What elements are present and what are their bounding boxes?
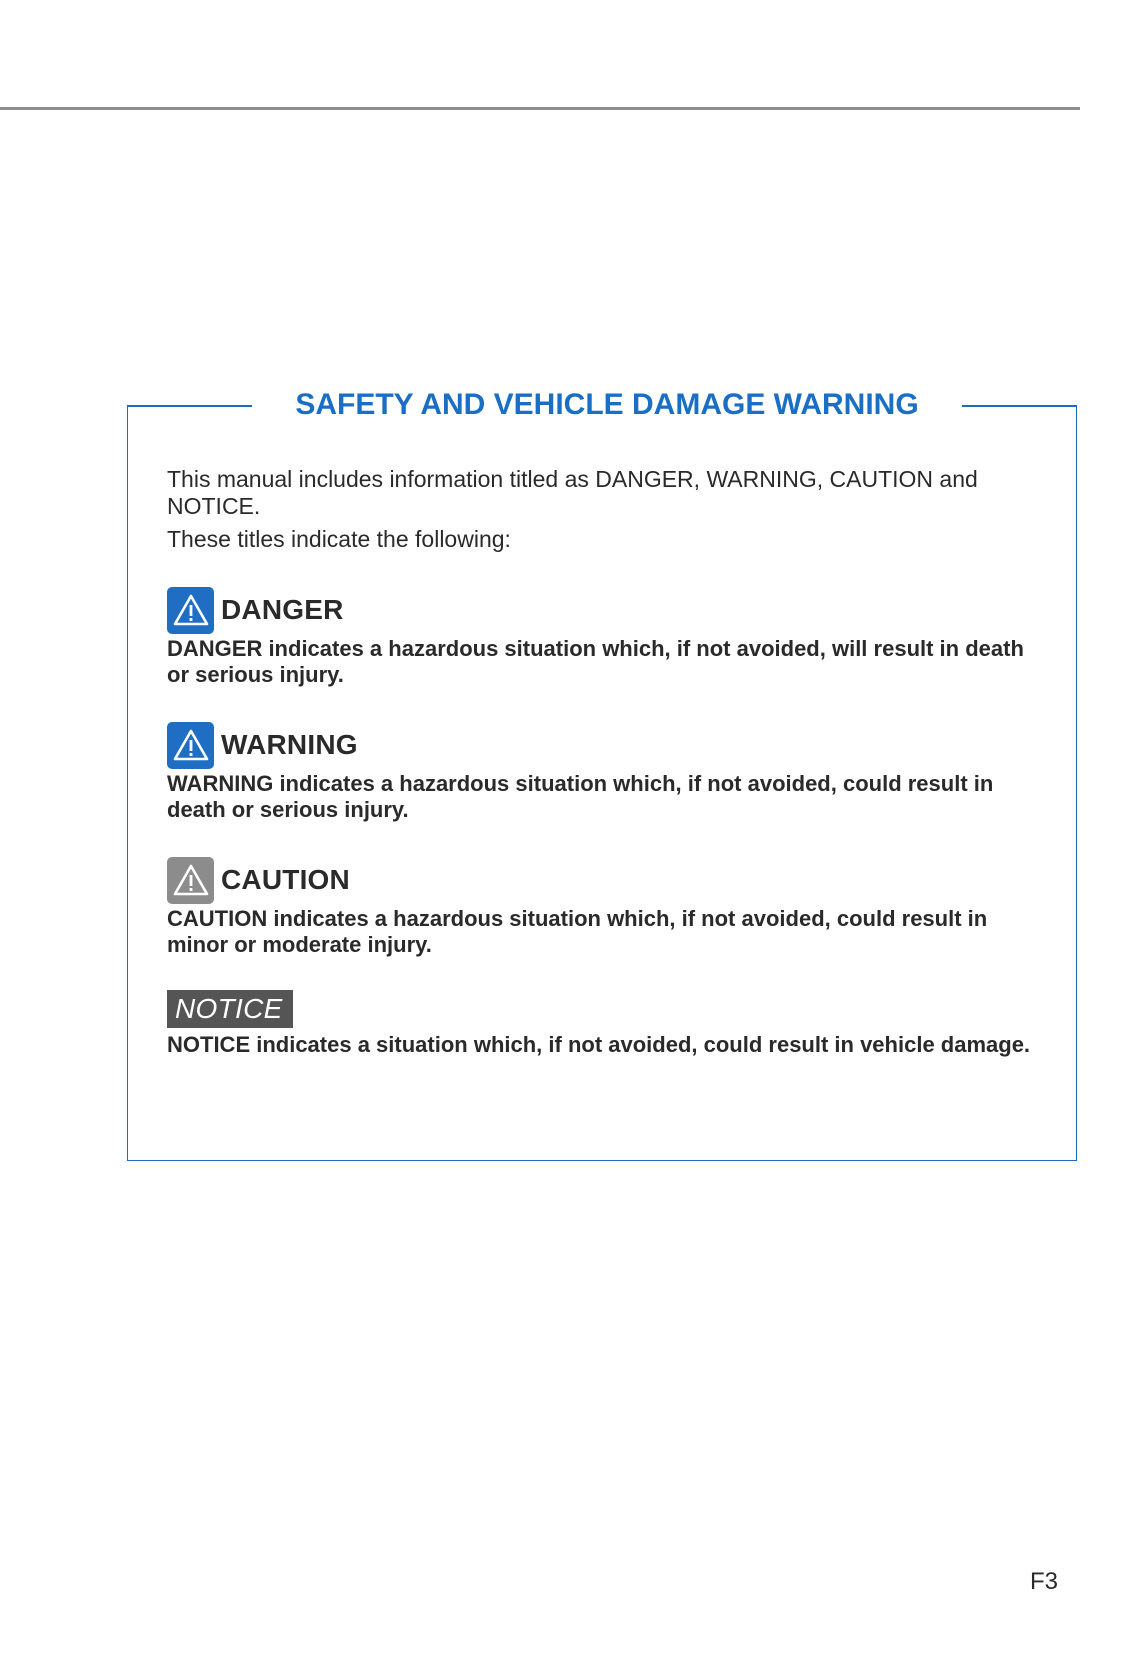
page-title: SAFETY AND VEHICLE DAMAGE WARNING bbox=[295, 388, 919, 421]
intro-line-1: This manual includes information titled as DANGER, WARNING, CAUTION and NOTICE. bbox=[167, 466, 978, 519]
intro-text bbox=[167, 466, 1047, 553]
warning-triangle-icon bbox=[167, 587, 214, 634]
notice-section bbox=[167, 990, 1047, 1058]
caution-title: CAUTION bbox=[221, 864, 350, 895]
box-top-border-right bbox=[962, 405, 1077, 407]
notice-description: NOTICE indicates a situation which, if not avoided, could result in vehicle damage. bbox=[167, 1032, 1031, 1057]
warning-triangle-icon bbox=[167, 857, 214, 904]
warning-title: WARNING bbox=[221, 729, 358, 760]
warning-description: WARNING indicates a hazardous situation which, if not avoided, could result in death or serious injury. bbox=[167, 771, 994, 822]
page-number: F3 bbox=[1030, 1568, 1059, 1595]
top-divider bbox=[0, 107, 1080, 110]
box-top-border-left bbox=[127, 405, 252, 407]
danger-section bbox=[167, 586, 1047, 688]
warning-triangle-icon bbox=[167, 722, 214, 769]
notice-badge: NOTICE bbox=[167, 990, 293, 1028]
caution-heading bbox=[167, 856, 1047, 904]
intro-line-2: These titles indicate the following: bbox=[167, 526, 511, 552]
danger-heading bbox=[167, 586, 1047, 634]
danger-description: DANGER indicates a hazardous situation which, if not avoided, will result in death or serious injury. bbox=[167, 636, 1024, 687]
caution-section bbox=[167, 856, 1047, 958]
caution-description: CAUTION indicates a hazardous situation which, if not avoided, could result in minor or moderate injury. bbox=[167, 906, 988, 957]
warning-heading bbox=[167, 721, 1047, 769]
danger-title: DANGER bbox=[221, 594, 344, 625]
warning-section bbox=[167, 721, 1047, 823]
